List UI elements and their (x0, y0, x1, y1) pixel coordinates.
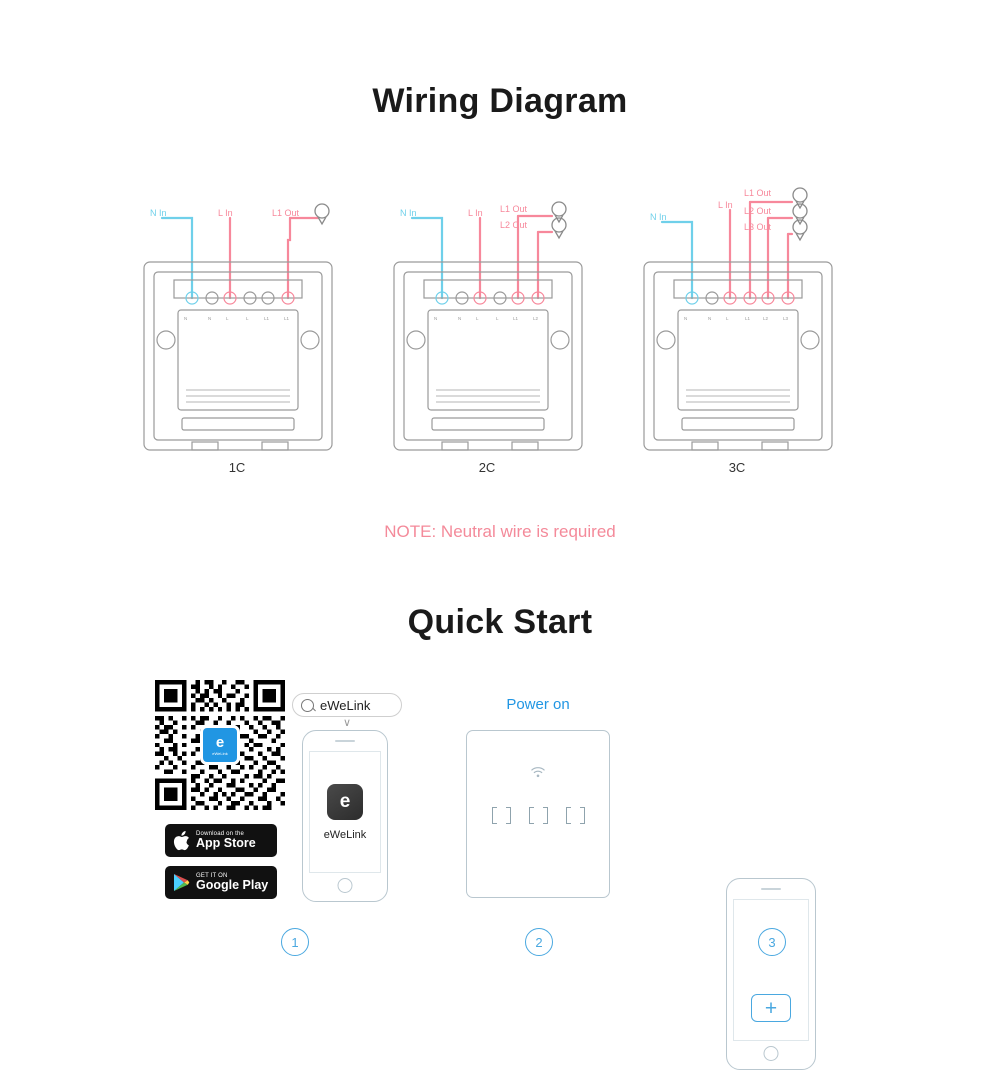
svg-text:L3: L3 (783, 316, 789, 321)
wifi-icon (531, 767, 546, 781)
google-play-badge-text (196, 873, 268, 892)
phone-speaker (335, 740, 355, 742)
qr-code (155, 680, 285, 810)
svg-text:L1: L1 (745, 316, 751, 321)
wiring-svg-2c (372, 180, 602, 480)
phone-3-screen (733, 899, 809, 1041)
search-field[interactable] (292, 693, 402, 717)
app-store-big-text: App Store (196, 836, 256, 851)
svg-text:L2: L2 (533, 316, 539, 321)
google-play-badge[interactable] (165, 866, 277, 899)
svg-text:N: N (458, 316, 462, 321)
search-icon (301, 699, 314, 712)
svg-text:N: N (708, 316, 712, 321)
wire-label-l2-out: L2 Out (500, 220, 528, 230)
wiring-diagram-1c (122, 180, 352, 480)
app-name-label: eWeLink (323, 828, 367, 841)
wiring-diagram-3c (622, 180, 852, 480)
svg-text:L: L (226, 316, 229, 321)
app-store-small-text: Download on the (196, 830, 245, 837)
wifi-icon-svg (531, 767, 546, 778)
qr-canvas (155, 680, 285, 810)
panel-button-2[interactable] (529, 807, 548, 824)
phone-speaker (761, 888, 781, 890)
app-store-badge-text (196, 831, 256, 850)
svg-text:L1: L1 (264, 316, 270, 321)
google-play-big-text: Google Play (196, 878, 269, 893)
google-play-icon (173, 873, 190, 892)
wire-label-l3-out: L3 Out (744, 222, 772, 232)
chevron-down-icon: ∨ (342, 717, 352, 729)
wiring-svg-1c (122, 180, 352, 480)
page-title-quickstart: Quick Start (407, 603, 593, 641)
svg-text:L: L (496, 316, 499, 321)
svg-text:N: N (684, 316, 688, 321)
wire-label-l-in: L In (718, 200, 733, 210)
qr-logo-letter: e (215, 733, 225, 751)
wire-label-l-in: L In (468, 208, 483, 218)
app-icon-letter: e (339, 790, 351, 812)
svg-text:L: L (726, 316, 729, 321)
step-number-2: 2 (525, 928, 553, 956)
wire-label-n-in: N In (150, 208, 167, 218)
panel-button-3[interactable] (566, 807, 585, 824)
ewelink-app-icon[interactable] (327, 784, 363, 820)
phone-home-button[interactable] (338, 878, 353, 893)
apple-icon (173, 831, 190, 851)
wire-label-n-in: N In (400, 208, 417, 218)
qr-logo-sub: eWeLink (212, 750, 228, 756)
step-number-1: 1 (281, 928, 309, 956)
phone-1-screen (309, 751, 381, 873)
page-title-wiring: Wiring Diagram (372, 82, 628, 120)
phone-step-1 (302, 730, 388, 902)
panel-button-1[interactable] (492, 807, 511, 824)
phone-step-3 (726, 878, 816, 1070)
svg-text:N: N (184, 316, 188, 321)
svg-text:L2: L2 (763, 316, 769, 321)
wire-label-l1-out: L1 Out (744, 188, 772, 198)
search-input-value: eWeLink (320, 697, 371, 713)
wall-switch-panel (466, 730, 610, 898)
panel-button-group (467, 807, 609, 824)
plus-icon: + (764, 996, 778, 1020)
svg-text:L: L (246, 316, 249, 321)
google-play-small-text: GET IT ON (196, 872, 228, 879)
add-device-button[interactable] (751, 994, 791, 1022)
phone-home-button[interactable] (764, 1046, 779, 1061)
diagram-caption-3c: 3C (728, 460, 746, 475)
wire-label-l2-out: L2 Out (744, 206, 772, 216)
app-store-badge[interactable] (165, 824, 277, 857)
wire-label-l1-out: L1 Out (500, 204, 528, 214)
power-on-label: Power on (506, 696, 570, 713)
wiring-diagram-2c (372, 180, 602, 480)
wire-label-l1-out: L1 Out (272, 208, 300, 218)
diagram-caption-2c: 2C (478, 460, 496, 475)
svg-text:L1: L1 (284, 316, 290, 321)
svg-text:L: L (476, 316, 479, 321)
wire-label-l-in: L In (218, 208, 233, 218)
svg-text:N: N (208, 316, 212, 321)
svg-text:L1: L1 (513, 316, 519, 321)
wire-label-n-in: N In (650, 212, 667, 222)
svg-text:N: N (434, 316, 438, 321)
note-text: NOTE: Neutral wire is required (384, 522, 616, 541)
qr-center-logo (200, 725, 240, 765)
step-number-3: 3 (758, 928, 786, 956)
diagram-caption-1c: 1C (228, 460, 246, 475)
wiring-svg-3c (622, 180, 852, 480)
